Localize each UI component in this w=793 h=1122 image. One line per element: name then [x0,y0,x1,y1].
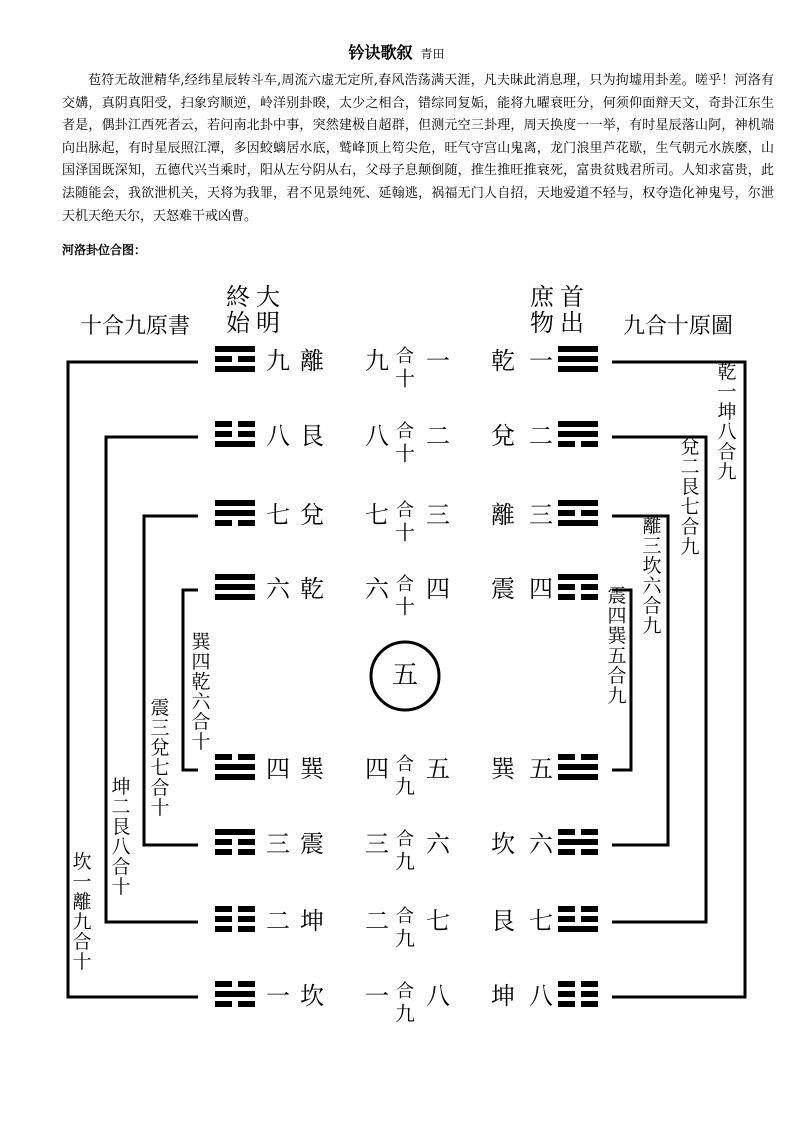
right-row-number: 三 [529,501,553,529]
yang-line [558,926,598,932]
title-text: 钤诀歌叙 [348,43,413,62]
center-he-label: 合 [396,574,414,595]
right-trigram-symbol [558,906,598,932]
yin-line-right [581,584,598,590]
yin-line-left [558,981,575,987]
left-trigram-symbol [215,981,255,1007]
center-he-label: 合 [396,981,414,1002]
center-he-label: 合 [396,829,414,850]
yang-line [558,431,598,437]
left-trigram-name: 震 [300,830,324,858]
right-header-col-b: 庶物 [530,283,554,337]
yang-line [558,839,598,845]
center-left-number: 六 [365,575,389,603]
yin-line-left [558,441,575,447]
right-trigram-name: 乾 [491,347,515,375]
center-sum-number: 九 [395,774,415,799]
right-row-number: 六 [529,830,553,858]
yin-line-right [238,421,255,427]
center-sum-number: 九 [395,849,415,874]
yang-line [558,346,598,352]
left-row-number: 一 [266,982,290,1010]
yin-line-right [581,510,598,516]
left-row-number: 六 [266,575,290,603]
yin-line-right [581,594,598,600]
yin-line-right [238,906,255,912]
center-left-number: 八 [365,422,389,450]
left-vertical-label: 坎一離九合十 [72,851,92,973]
body-paragraph: 苞符无故泄精华,经纬星辰转斗车,周流六虚无定所,春风浩荡满天涯，凡夫昧此消息理，只为拘墟用卦差。嗟乎！河洛有交媾，真阴真阳受，扫象窍顺逆，岭洋别卦睽，太少之相合，错综同复姤，能将九曜衰旺分，何须仰面辩天文，奇卦江东生者是，偶卦江西死者云，若问南北卦中事，突然建极自超群，但测元空三卦理，周天换度一一举，有时星辰落山阿，神机端向出脉起，有时星辰照江潭，多因蛟螭居水底，鹫峰顶上笱尖危，旺气守宫山鬼离，龙门浪里芦花歇，生气朝元水族麼，山国泽国既深知，五德代兴当乘时，阳从左兮阴从右，父母子息颠倒随，推生推旺推衰死，富贵贫贱君所司。人知求富贵，此法随能会，我欲泄机关，天将为我罪，君不见景纯死、延翰逃，祸福无门人自招，天地爱道不轻与，权夺造化神鬼号，尔泄天机天绝天尔，天怒难干戒凶曹。 [62,73,774,224]
right-trigram-symbol [558,829,598,855]
yang-line [215,594,255,600]
center-right-number: 五 [426,755,450,783]
yin-line-left [215,356,232,362]
left-row-number: 四 [266,755,290,783]
left-vertical-label: 震三兌七合十 [150,697,170,819]
left-row-number: 三 [266,830,290,858]
right-trigram-symbol [558,754,598,780]
left-trigram-symbol [215,500,255,526]
left-trigram-symbol [215,421,255,447]
center-he-label: 合 [396,906,414,927]
yin-line-left [215,926,232,932]
center-right-number: 八 [426,982,450,1010]
diagram-caption: 河洛卦位合图： [62,243,147,257]
center-right-number: 二 [426,422,450,450]
yin-line-right [581,991,598,997]
center-sum-number: 十 [395,594,415,619]
center-right-number: 四 [426,575,450,603]
yin-line-left [215,520,232,526]
left-vertical-label: 坤二艮八合十 [111,776,131,898]
yin-line-right [581,981,598,987]
yin-line-left [215,849,232,855]
right-trigram-symbol [558,981,598,1007]
yang-line [215,500,255,506]
author: 青田 [420,47,445,61]
left-header-title: 十合九原書 [79,314,191,339]
yin-line-left [558,906,575,912]
right-trigram-name: 艮 [491,907,515,935]
yin-line-left [215,421,232,427]
left-trigram-name: 艮 [300,422,324,450]
right-vertical-label: 震四巽五合九 [607,585,627,707]
yin-line-left [558,754,575,760]
center-sum-number: 九 [395,926,415,951]
right-trigram-name: 坤 [491,982,515,1010]
left-trigram-name: 巽 [300,755,324,783]
yin-line-left [215,839,232,845]
yin-line-left [215,754,232,760]
left-trigram-name: 坎 [300,982,324,1010]
left-trigram-symbol [215,754,255,780]
yin-line-right [238,839,255,845]
yang-line [215,774,255,780]
yang-line [558,764,598,770]
center-left-number: 七 [365,501,389,529]
center-he-label: 合 [396,346,414,367]
center-right-number: 一 [426,347,450,375]
yin-line-right [581,849,598,855]
yang-line [215,764,255,770]
yin-line-left [558,991,575,997]
right-row-number: 二 [529,422,553,450]
center-sum-number: 十 [395,520,415,545]
yin-line-right [581,441,598,447]
right-trigram-name: 震 [491,575,515,603]
diagram-labels [72,283,736,1026]
right-vertical-label: 兌二艮七合九 [680,436,700,558]
center-left-number: 一 [365,982,389,1010]
yang-line [558,366,598,372]
yin-line-right [238,981,255,987]
right-trigram-symbol [558,421,598,447]
left-vertical-label: 巽四乾六合十 [191,631,211,753]
center-left-number: 三 [365,830,389,858]
yang-line [558,356,598,362]
center-sum-number: 十 [395,366,415,391]
yin-line-left [215,1001,232,1007]
right-row-number: 一 [529,347,553,375]
yin-line-left [558,849,575,855]
right-trigram-symbol [558,500,598,526]
yin-line-right [581,754,598,760]
left-trigram-symbol [215,346,255,372]
yin-line-right [238,431,255,437]
yang-line [215,441,255,447]
yin-line-left [215,906,232,912]
left-row-number: 二 [266,907,290,935]
right-trigram-symbol [558,574,598,600]
right-trigram-name: 兌 [491,422,515,450]
yin-line-right [581,829,598,835]
yang-line [215,574,255,580]
yin-line-right [581,1001,598,1007]
yin-line-right [581,916,598,922]
yin-line-left [558,829,575,835]
yang-line [215,346,255,352]
right-vertical-label: 離三坎六合九 [642,515,662,637]
center-right-number: 七 [426,907,450,935]
right-trigram-name: 巽 [491,755,515,783]
center-right-number: 六 [426,830,450,858]
left-trigram-name: 離 [300,347,324,375]
right-row-number: 四 [529,575,553,603]
center-left-number: 四 [365,755,389,783]
left-trigram-symbol [215,574,255,600]
center-he-label: 合 [396,754,414,775]
yang-line [215,366,255,372]
yin-line-left [558,510,575,516]
yin-line-right [238,1001,255,1007]
yin-line-right [581,906,598,912]
yin-line-left [558,594,575,600]
right-trigram-symbol [558,346,598,372]
yin-line-right [238,916,255,922]
center-five: 五 [391,660,419,691]
yin-line-left [558,1001,575,1007]
left-trigram-name: 乾 [300,575,324,603]
left-row-number: 九 [266,347,290,375]
left-row-number: 八 [266,422,290,450]
yin-line-left [558,916,575,922]
center-sum-number: 九 [395,1001,415,1026]
left-trigram-symbol [215,829,255,855]
yang-line [215,991,255,997]
left-trigram-name: 坤 [300,907,324,935]
yang-line [558,520,598,526]
right-row-number: 五 [529,755,553,783]
center-he-label: 合 [396,421,414,442]
yin-line-right [238,849,255,855]
yin-line-left [215,431,232,437]
yang-line [215,584,255,590]
center-left-number: 九 [365,347,389,375]
center-left-number: 二 [365,907,389,935]
center-right-number: 三 [426,501,450,529]
left-header-col-a: 大明 [256,283,280,337]
left-header-col-b: 終始 [226,283,250,337]
yin-line-right [238,754,255,760]
yin-line-left [215,916,232,922]
left-trigram-symbol [215,906,255,932]
right-trigram-name: 坎 [491,830,515,858]
yin-line-left [215,981,232,987]
center-he-label: 合 [396,500,414,521]
right-header-col-a: 首出 [560,283,584,337]
yin-line-right [238,356,255,362]
yin-line-right [238,520,255,526]
right-trigram-name: 離 [491,501,515,529]
left-row-number: 七 [266,501,290,529]
right-vertical-label: 乾一坤八合九 [717,361,737,483]
yin-line-right [238,926,255,932]
right-header-title: 九合十原圖 [622,314,734,339]
yang-line [558,574,598,580]
right-row-number: 八 [529,982,553,1010]
yang-line [558,500,598,506]
yin-line-left [558,584,575,590]
yang-line [215,510,255,516]
yang-line [558,421,598,427]
yang-line [215,829,255,835]
left-trigram-name: 兌 [300,501,324,529]
right-row-number: 七 [529,907,553,935]
yang-line [558,774,598,780]
center-sum-number: 十 [395,441,415,466]
